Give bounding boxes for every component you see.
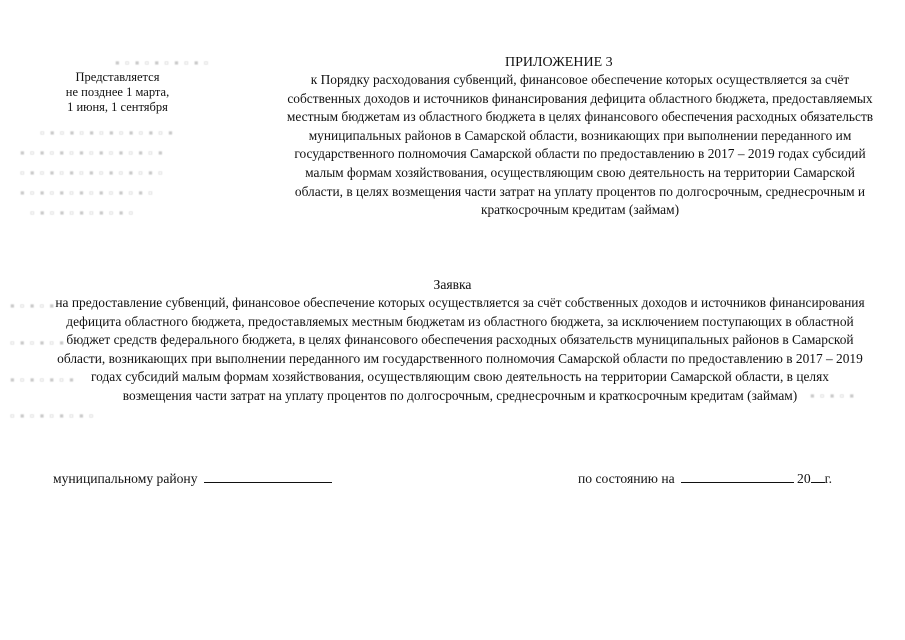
request-description: на предоставление субвенций, финансовое обеспечение которых осуществляется за счёт собственных доходов и источников финансирования дефицита областного бюджета, предоставляемых местным бюджетам из областного бюджета, за исключением поступающих в областной бюджет средств федерального бюджета, в целях финансового обеспечения расходных обязательств муниципальных районов в Самарской области, возникающих при выполнении переданного им государственного полномочия Самарской области по предоставлению в 2017 – 2019 годах субсидий малым формам хозяйствования, осуществляющим свою деятельность на территории Самарской области, в целях возмещения части затрат на уплату процентов по долгосрочным, среднесрочным и краткосрочным кредитам (займам) — [55, 295, 865, 403]
side-note-line: Представляется — [75, 70, 160, 84]
request-title: Заявка — [433, 277, 472, 292]
bleed-through-decoration: ▪ ▫ ▪ ▫ ▪ ▫ ▪ ▫ ▪ ▫ ▪ ▫ ▪ ▫ ▪ — [20, 145, 164, 160]
year-blank-line[interactable] — [811, 468, 825, 483]
bleed-through-decoration: ▫ ▪ ▫ ▪ ▫ ▪ ▫ ▪ ▫ ▪ ▫ ▪ ▫ ▪ — [40, 125, 174, 140]
bleed-through-decoration: ▫ ▪ ▫ ▪ ▫ ▪ ▫ ▪ ▫ ▪ ▫ — [30, 205, 135, 220]
district-label: муниципальному району — [53, 471, 198, 486]
bleed-through-decoration: ▫ ▪ ▫ ▪ ▫ ▪ — [10, 335, 65, 350]
district-blank-line[interactable] — [204, 468, 332, 483]
bleed-through-decoration: ▫ ▪ ▫ ▪ ▫ ▪ ▫ ▪ ▫ ▪ ▫ ▪ ▫ ▪ ▫ — [20, 165, 164, 180]
year-prefix: 20 — [797, 471, 811, 486]
submission-deadline-note — [50, 70, 185, 115]
bleed-through-decoration: ▪ ▫ ▪ ▫ ▪ — [810, 388, 856, 403]
date-field — [578, 468, 832, 487]
date-label: по состоянию на — [578, 471, 675, 486]
year-suffix: г. — [824, 471, 833, 486]
appendix-title: ПРИЛОЖЕНИЕ 3 — [505, 55, 613, 70]
bleed-through-decoration: ▫ ▪ ▫ ▪ ▫ ▪ ▫ ▪ ▫ — [10, 408, 95, 423]
bleed-through-decoration: ▪ ▫ ▪ ▫ ▪ ▫ ▪ — [10, 372, 75, 387]
bleed-through-decoration: ▪ ▫ ▪ ▫ ▪ ▫ ▪ ▫ ▪ ▫ — [115, 55, 210, 70]
district-field — [53, 468, 332, 487]
date-blank-line[interactable] — [681, 468, 794, 483]
appendix-description: к Порядку расходования субвенций, финансовое обеспечение которых осуществляется за счёт собственных доходов и источников финансирования дефицита областного бюджета, предоставляемых местным бюджетам из областного бюджета в целях финансового обеспечения расходных обязательств муниципальных районов в Самарской области, возникающих при выполнении переданного им государственного полномочия Самарской области по предоставлению в 2017 – 2019 годах субсидий малым формам хозяйствования, осуществляющим свою деятельность на территории Самарской области, в целях возмещения части затрат на уплату процентов по долгосрочным, среднесрочным и краткосрочным кредитам (займам) — [286, 72, 874, 218]
side-note-line: не позднее 1 марта, — [65, 85, 170, 99]
bleed-through-decoration: ▪ ▫ ▪ ▫ ▪ ▫ ▪ ▫ ▪ ▫ ▪ ▫ ▪ ▫ — [20, 185, 154, 200]
side-note-line: 1 июня, 1 сентября — [67, 100, 168, 114]
bleed-through-decoration: ▪ ▫ ▪ ▫ ▪ — [10, 298, 56, 313]
